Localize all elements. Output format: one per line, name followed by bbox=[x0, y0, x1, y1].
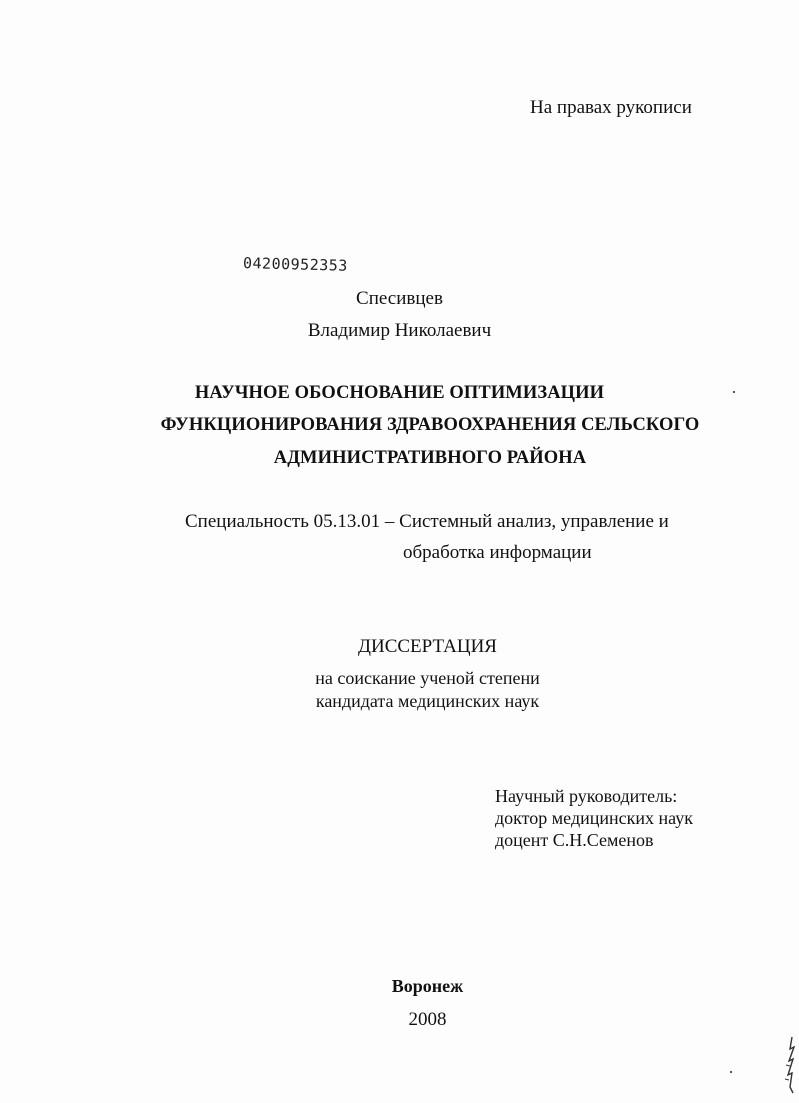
footer-city: Воронеж bbox=[391, 976, 464, 996]
manuscript-note: На правах рукописи bbox=[530, 97, 692, 118]
author-given-names: Владимир Николаевич bbox=[307, 320, 492, 341]
degree-line-2: кандидата медицинских наук bbox=[315, 691, 540, 711]
degree-line-1: на соискание ученой степени bbox=[315, 668, 540, 688]
footer-year: 2008 bbox=[408, 1009, 447, 1030]
scan-speck bbox=[730, 1071, 732, 1073]
margin-scribble bbox=[780, 1035, 798, 1095]
catalog-code: 04200952353 bbox=[242, 254, 349, 275]
work-type: ДИССЕРТАЦИЯ bbox=[358, 636, 497, 657]
specialty-line-2: обработка информации bbox=[403, 542, 592, 563]
title-line-1: НАУЧНОЕ ОБОСНОВАНИЕ ОПТИМИЗАЦИИ bbox=[194, 383, 605, 403]
supervisor-label: Научный руководитель: bbox=[495, 786, 678, 806]
title-line-3: АДМИНИСТРАТИВНОГО РАЙОНА bbox=[273, 448, 587, 468]
supervisor-name: доцент С.Н.Семенов bbox=[495, 830, 654, 850]
title-line-2: ФУНКЦИОНИРОВАНИЯ ЗДРАВООХРАНЕНИЯ СЕЛЬСКОГО bbox=[160, 415, 700, 435]
specialty-line-1: Специальность 05.13.01 – Системный анализ, управление и bbox=[185, 511, 669, 532]
supervisor-degree: доктор медицинских наук bbox=[495, 808, 693, 828]
author-surname: Спесивцев bbox=[356, 288, 443, 309]
scan-speck bbox=[733, 391, 735, 393]
